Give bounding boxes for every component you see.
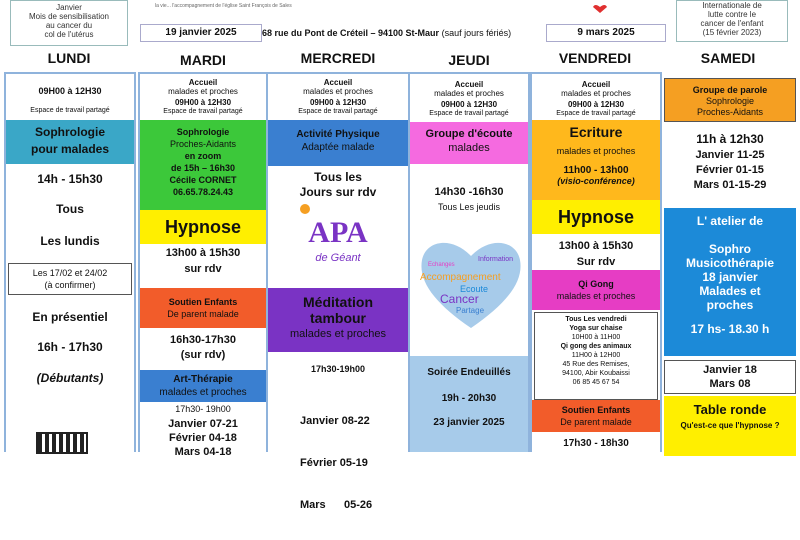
- samedi-atelier-block: [664, 208, 796, 356]
- jeudi-accueil: Accueil: [454, 80, 484, 89]
- date-line: Janvier 11-25: [695, 149, 765, 161]
- mardi-art-time: 17h30- 19h00: [175, 404, 231, 414]
- vendredi-ecriture-block: [532, 120, 660, 200]
- mardi-space: Espace de travail partagé: [163, 108, 243, 115]
- jeudi-tous: Tous Les jeudis: [437, 202, 501, 212]
- vendredi-space: Espace de travail partagé: [556, 110, 636, 117]
- vendredi-ecriture-title: Ecriture: [569, 124, 623, 140]
- vendredi-qigong-block: [532, 270, 660, 310]
- date-line: Février 01-15: [696, 164, 764, 176]
- info-line: Yoga sur chaise: [569, 325, 623, 332]
- mercredi-accueil2: malades et proches: [303, 87, 373, 96]
- samedi-table-title: Table ronde: [693, 402, 767, 417]
- date-line: Mars 04-18: [174, 446, 232, 458]
- column-vendredi: [530, 72, 662, 452]
- lundi-time2: 16h - 17h30: [37, 340, 103, 354]
- date-line: Février 05-19: [300, 457, 368, 469]
- info-line: Qi gong des animaux: [560, 343, 632, 350]
- jeudi-space: Espace de travail partagé: [429, 110, 509, 117]
- qr-code-icon: [36, 432, 88, 454]
- heart-word: Partage: [456, 306, 485, 315]
- samedi-sophro-time: 17 hs- 18.30 h: [690, 322, 770, 336]
- samedi-sophro-line: Malades et: [699, 284, 761, 298]
- mardi-hyp-rdv: sur rdv: [184, 263, 222, 275]
- samedi-time: 11h à 12h30: [696, 132, 764, 146]
- vendredi-ecr-mode: (visio-conférence): [557, 176, 635, 186]
- note-line: col de l'utérus: [44, 30, 94, 39]
- mardi-soutien-title: Soutien Enfants: [168, 297, 238, 307]
- vendredi-hypnose: Hypnose: [532, 200, 660, 234]
- vendredi-hours: 09H00 à 12H30: [567, 100, 625, 109]
- note-line: cancer de l'enfant: [700, 19, 764, 28]
- samedi-groupe-sub2: Proches-Aidants: [696, 107, 764, 117]
- heart-logo-mark: [590, 0, 610, 8]
- mercredi-space: Espace de travail partagé: [298, 108, 378, 115]
- mardi-sophro-line: en zoom: [184, 151, 222, 161]
- mercredi-medit-title2: tambour: [310, 310, 366, 326]
- lundi-hours: 09H00 à 12H30: [38, 86, 102, 96]
- mardi-soutien-time: 16h30-17h30: [169, 334, 237, 346]
- lundi-note: [8, 263, 132, 295]
- mercredi-medit-block: [268, 288, 408, 352]
- lundi-space: Espace de travail partagé: [30, 107, 110, 114]
- lundi-tous: Tous: [56, 202, 84, 216]
- info-line: Tous Les vendredi: [565, 316, 627, 323]
- jeudi-accueil2: malades et proches: [434, 89, 504, 98]
- vendredi-hyp-rdv: Sur rdv: [576, 256, 616, 268]
- apa-logo-text: APA: [308, 216, 368, 249]
- mercredi-hours: 09H00 à 12H30: [309, 98, 367, 107]
- mardi-art-sub: malades et proches: [159, 387, 247, 398]
- mercredi-dates: [300, 386, 372, 540]
- vendredi-soutien-block: [532, 400, 660, 432]
- mardi-hyp-time: 13h00 à 15h30: [165, 247, 241, 259]
- lundi-mode: En présentiel: [32, 310, 108, 324]
- day-mercredi: MERCREDI: [300, 50, 376, 66]
- heart-graphic: [416, 232, 526, 332]
- mardi-soutien-block: [140, 288, 266, 328]
- vendredi-ecriture-sub: malades et proches: [556, 146, 636, 156]
- samedi-sophro-line: 18 janvier: [702, 270, 758, 284]
- note-line: lutte contre le: [707, 10, 757, 19]
- top-left-note: [10, 0, 128, 46]
- mardi-art-block: [140, 370, 266, 402]
- samedi-sophro-line: proches: [706, 298, 754, 312]
- date-line: Mars 01-15-29: [693, 179, 767, 191]
- mardi-sophro-line: de 15h – 16h30: [170, 163, 236, 173]
- date-left: 19 janvier 2025: [140, 24, 262, 42]
- column-samedi: [662, 72, 798, 452]
- jeudi-soiree-date: 23 janvier 2025: [433, 417, 505, 428]
- vendredi-qigong-sub: malades et proches: [556, 291, 636, 301]
- note-line: Les 17/02 et 24/02: [32, 268, 108, 278]
- mercredi-medit-sub: malades et proches: [290, 328, 386, 340]
- vendredi-soutien-time: 17h30 - 18h30: [563, 438, 629, 449]
- day-mardi: MARDI: [180, 52, 226, 68]
- info-line: 06 85 45 67 54: [572, 379, 620, 386]
- vendredi-soutien-sub: De parent malade: [560, 417, 632, 427]
- mardi-sophro-line: Sophrologie: [176, 127, 230, 137]
- address-note: (sauf jours fériés): [441, 28, 512, 38]
- column-mardi: [138, 72, 268, 458]
- vendredi-accueil2: malades et proches: [561, 89, 631, 98]
- vendredi-accueil: Accueil: [581, 80, 611, 89]
- lundi-sophro-title: Sophrologie: [35, 125, 105, 139]
- date-right: 9 mars 2025: [546, 24, 666, 42]
- samedi-table-sub: Qu'est-ce que l'hypnose ?: [680, 421, 780, 430]
- mardi-soutien-sub: De parent malade: [167, 309, 239, 319]
- mardi-sophro-block: [140, 120, 266, 210]
- samedi-dates: [664, 148, 796, 193]
- day-lundi: LUNDI: [47, 50, 91, 66]
- heart-word: Cancer: [440, 292, 479, 306]
- date-line: Janvier 08-22: [300, 415, 370, 427]
- address: [262, 28, 511, 38]
- day-vendredi: VENDREDI: [558, 50, 632, 66]
- mardi-hypnose: Hypnose: [140, 210, 266, 244]
- lundi-les-lundis: Les lundis: [40, 234, 100, 248]
- samedi-sophro-line: Sophro: [709, 242, 751, 256]
- mardi-accueil: Accueil: [188, 78, 218, 87]
- mardi-hours: 09H00 à 12H30: [174, 98, 232, 107]
- info-line: 94100, Abir Koubaissi: [562, 370, 630, 377]
- jeudi-hours: 09H00 à 12H30: [440, 100, 498, 109]
- samedi-groupe-sub: Sophrologie: [705, 96, 755, 106]
- mercredi-activite-title: Activité Physique: [296, 129, 380, 140]
- date-line: Janvier 18: [703, 364, 757, 376]
- vendredi-hyp-time: 13h00 à 15h30: [558, 240, 634, 252]
- jeudi-time: 14h30 -16h30: [434, 186, 504, 198]
- samedi-atelier-title: L' atelier de: [696, 214, 764, 228]
- column-jeudi: [408, 72, 530, 452]
- vendredi-ecr-time: 11h00 - 13h00: [563, 165, 629, 176]
- jeudi-soiree-block: [410, 356, 528, 452]
- note-line: (à confirmer): [44, 280, 96, 290]
- vendredi-qigong-title: Qi Gong: [578, 279, 614, 289]
- day-jeudi: JEUDI: [448, 52, 490, 68]
- vendredi-soutien-title: Soutien Enfants: [561, 405, 631, 415]
- apa-logo: [296, 202, 380, 284]
- heart-word: Ecoute: [460, 284, 489, 294]
- note-line: au cancer du: [45, 21, 93, 30]
- column-mercredi: [266, 72, 410, 511]
- date-line: Février 04-18: [169, 432, 237, 444]
- address-text: 68 rue du Pont de Créteil – 94100 St-Maur: [262, 28, 440, 38]
- mardi-art-title: Art-Thérapie: [173, 374, 233, 385]
- mardi-sophro-line: Cécile CORNET: [169, 175, 237, 185]
- samedi-groupe-title: Groupe de parole: [692, 85, 768, 95]
- jeudi-soiree-time: 19h - 20h30: [441, 393, 497, 404]
- samedi-dates2: [664, 360, 796, 394]
- date-line: Janvier 07-21: [168, 418, 238, 430]
- mercredi-medit-title: Méditation: [303, 294, 373, 310]
- top-small-text: la vie... l'accompagnement de l'église Saint François de Sales: [155, 3, 292, 9]
- mercredi-activite-block: [268, 120, 408, 166]
- mercredi-tous: Tous les: [314, 170, 362, 184]
- top-right-note: [676, 0, 788, 42]
- jeudi-soiree-title: Soirée Endeuillés: [427, 367, 511, 378]
- day-samedi: SAMEDI: [700, 50, 756, 66]
- apa-logo-sub: de Géant: [315, 252, 361, 264]
- mercredi-accueil: Accueil: [323, 78, 353, 87]
- mardi-dates: [140, 417, 266, 459]
- lundi-sophro-title2: pour malades: [30, 142, 110, 156]
- note-line: Internationale de: [702, 1, 762, 10]
- vendredi-info-box: [534, 312, 658, 400]
- lundi-sophro-block: [6, 120, 134, 164]
- heart-word: Information: [478, 256, 514, 263]
- samedi-sophro-line: Musicothérapie: [685, 256, 775, 270]
- mercredi-medit-time: 17h30-19h00: [310, 364, 366, 374]
- note-line: Janvier: [56, 3, 82, 12]
- mercredi-activite-sub: Adaptée malade: [301, 142, 375, 153]
- jeudi-groupe-title: Groupe d'écoute: [425, 128, 513, 140]
- lundi-level: (Débutants): [36, 371, 104, 385]
- note-line: Mois de sensibilisation: [28, 12, 110, 21]
- column-lundi: [4, 72, 136, 452]
- date-line: Mars 05-26: [300, 499, 373, 511]
- info-line: 10H00 à 11H00: [571, 334, 621, 341]
- jeudi-groupe-block: [410, 122, 528, 164]
- mardi-sophro-line: 06.65.78.24.43: [172, 187, 234, 197]
- mardi-soutien-rdv: (sur rdv): [180, 349, 226, 361]
- heart-word: Accompagnement: [420, 272, 501, 283]
- note-line: (15 février 2023): [702, 28, 762, 37]
- mardi-accueil2: malades et proches: [168, 87, 238, 96]
- info-line: 45 Rue des Remises,: [562, 361, 630, 368]
- date-line: Mars 08: [709, 378, 751, 390]
- mardi-sophro-line: Proches-Aidants: [169, 139, 237, 149]
- samedi-table-block: [664, 396, 796, 456]
- heart-word: Echanges: [428, 262, 455, 268]
- info-line: 11H00 à 12H00: [571, 352, 621, 359]
- samedi-groupe-block: [664, 78, 796, 122]
- lundi-time: 14h - 15h30: [37, 172, 103, 186]
- mercredi-jours: Jours sur rdv: [299, 185, 377, 199]
- apa-logo-dot: [300, 204, 310, 214]
- jeudi-groupe-sub: malades: [448, 142, 490, 154]
